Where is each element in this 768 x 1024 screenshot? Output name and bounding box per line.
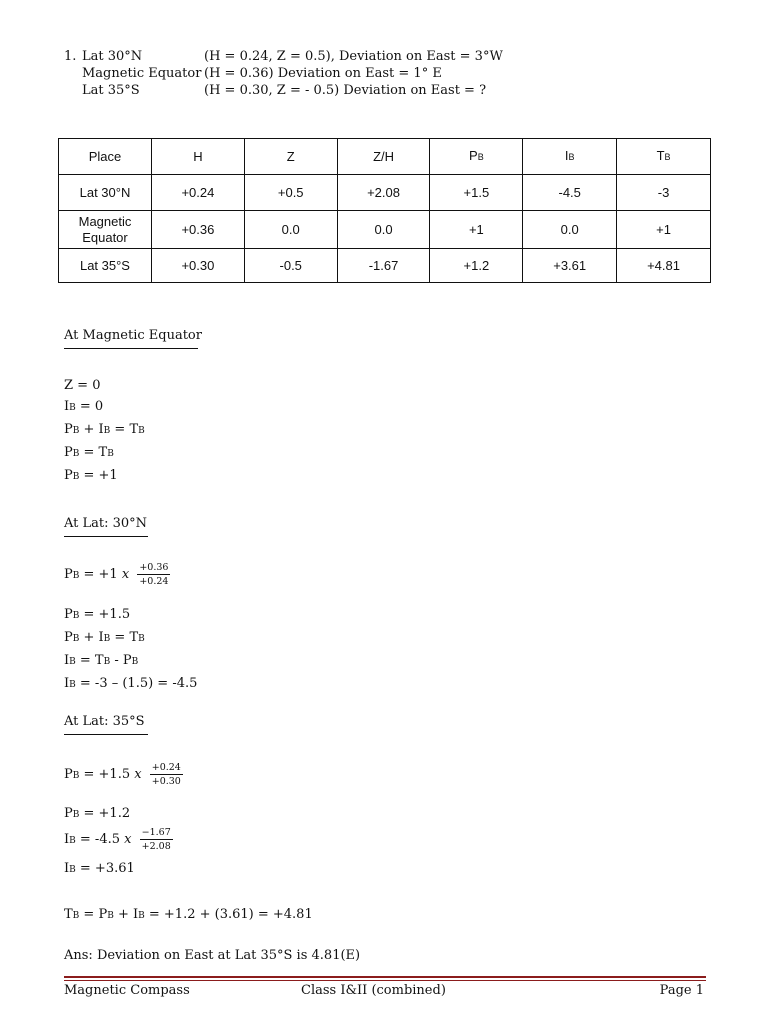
problem-place-1: Lat 30°N [82, 49, 143, 64]
lat30-formula: PB = +1 x $\frac{+0.36}{+0.24}$ [64, 562, 169, 587]
header-z-over-h: Z/H [337, 139, 430, 175]
table-cell: Lat 30°N [59, 175, 152, 211]
equator-working [64, 375, 145, 488]
fraction: $\frac{-1.67}{+2.08}$ [141, 827, 171, 852]
table-cell: +0.30 [151, 249, 244, 283]
lat30-heading: At Lat: 30°N [64, 516, 148, 537]
lat35-formula-ib: IB = -4.5 x $\frac{-1.67}{+2.08}$ [64, 827, 171, 852]
lat30-line: PB + IB = TB [64, 630, 145, 645]
lat35-ib-result: IB = +3.61 [64, 861, 135, 876]
footer-rule-thin [64, 980, 706, 981]
table-cell: 0.0 [337, 211, 430, 249]
equator-line: PB = +1 [64, 468, 118, 483]
table-cell: +1.2 [430, 249, 523, 283]
table-cell: +0.24 [151, 175, 244, 211]
lat30-line: IB = TB - PB [64, 653, 139, 668]
footer-left: Magnetic Compass [64, 983, 190, 998]
problem-detail-1: (H = 0.24, Z = 0.5), Deviation on East = 3°W [204, 49, 503, 64]
table-cell: -3 [617, 175, 711, 211]
table-cell: +0.36 [151, 211, 244, 249]
table-row [59, 249, 711, 283]
lat30-working [64, 604, 197, 696]
total-deviation: TB = PB + IB = +1.2 + (3.61) = +4.81 [64, 907, 313, 922]
problem-detail-3: (H = 0.30, Z = - 0.5) Deviation on East = ? [204, 83, 487, 98]
table-cell: 0.0 [523, 211, 617, 249]
fraction: $\frac{+0.24}{+0.30}$ [151, 762, 181, 787]
table-cell: -4.5 [523, 175, 617, 211]
equator-heading: At Magnetic Equator [64, 328, 198, 349]
table-cell: +3.61 [523, 249, 617, 283]
lat35-heading: At Lat: 35°S [64, 714, 148, 735]
equator-line: PB + IB = TB [64, 422, 145, 437]
problem-number: 1. [64, 49, 77, 64]
table-cell: +1 [617, 211, 711, 249]
header-ib: IB [523, 139, 617, 175]
lat35-pb-result: PB = +1.2 [64, 806, 131, 821]
table-cell: -1.67 [337, 249, 430, 283]
fraction: $\frac{+0.36}{+0.24}$ [139, 562, 169, 587]
footer-center: Class I&II (combined) [301, 983, 446, 998]
lat35-formula-pb: PB = +1.5 x $\frac{+0.24}{+0.30}$ [64, 762, 181, 787]
table-cell: +0.5 [244, 175, 337, 211]
header-h: H [151, 139, 244, 175]
table-cell: +1.5 [430, 175, 523, 211]
answer-line: Ans: Deviation on East at Lat 35°S is 4.81(E) [64, 948, 361, 963]
header-z: Z [244, 139, 337, 175]
table-cell: +4.81 [617, 249, 711, 283]
equator-line: Z = 0 [64, 378, 101, 393]
header-pb: PB [430, 139, 523, 175]
table-row [59, 211, 711, 249]
equator-line: IB = 0 [64, 399, 104, 414]
lat30-line: PB = +1.5 [64, 607, 131, 622]
problem-place-2: Magnetic Equator [82, 66, 202, 81]
footer-rule-thick [64, 976, 706, 978]
table-cell: Magnetic Equator [59, 211, 152, 249]
header-place: Place [59, 139, 152, 175]
table-cell: +1 [430, 211, 523, 249]
problem-detail-2: (H = 0.36) Deviation on East = 1° E [204, 66, 442, 81]
footer-page-number: Page 1 [659, 983, 704, 998]
lat30-line: IB = -3 – (1.5) = -4.5 [64, 676, 198, 691]
table-cell: 0.0 [244, 211, 337, 249]
table-cell: -0.5 [244, 249, 337, 283]
deviation-table [58, 138, 711, 283]
table-cell: Lat 35°S [59, 249, 152, 283]
table-row [59, 175, 711, 211]
problem-place-3: Lat 35°S [82, 83, 140, 98]
header-tb: TB [617, 139, 711, 175]
table-header-row [59, 139, 711, 175]
equator-line: PB = TB [64, 445, 114, 460]
table-cell: +2.08 [337, 175, 430, 211]
